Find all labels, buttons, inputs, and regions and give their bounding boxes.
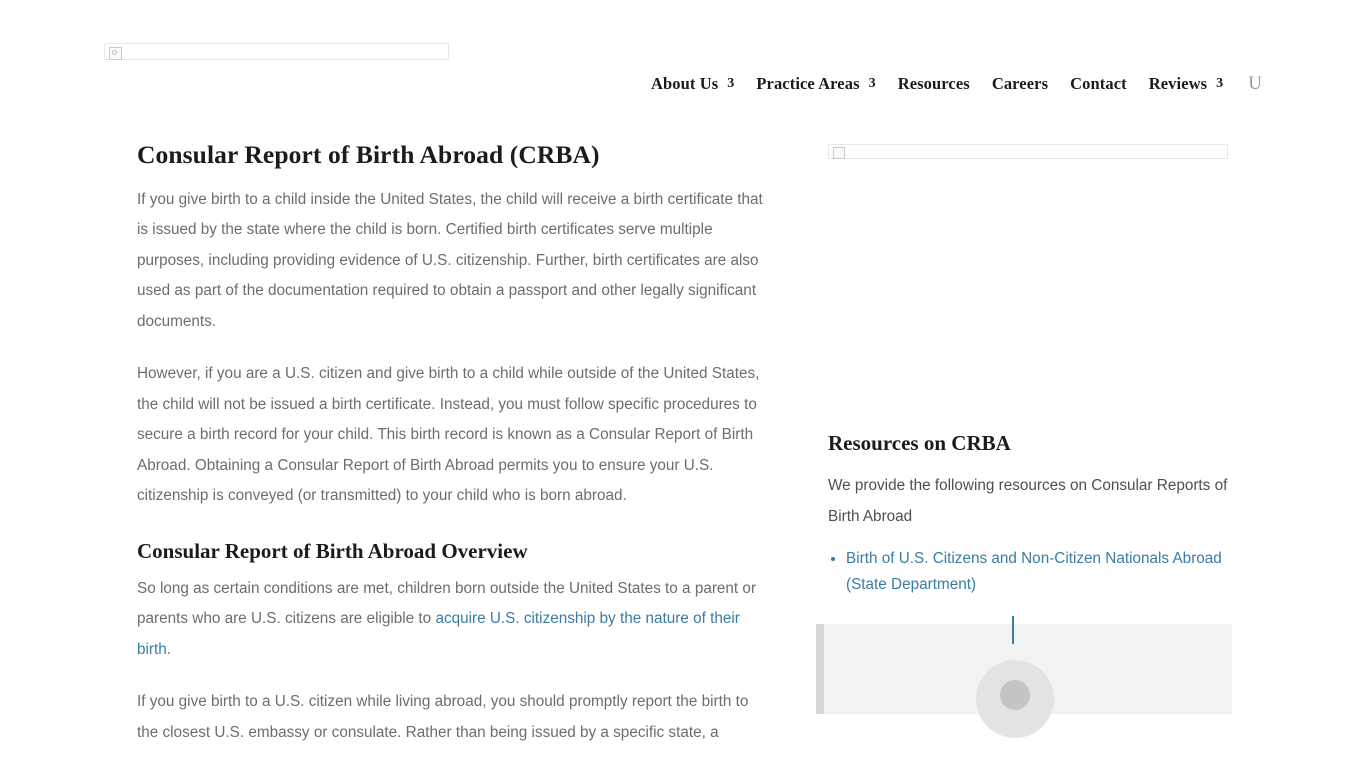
article-paragraph-with-link (137, 574, 764, 666)
card-accent-bar (816, 624, 824, 714)
list-item (846, 546, 1229, 598)
nav-item-label: Resources (897, 74, 970, 93)
nav-item-label: Contact (1070, 74, 1127, 93)
sidebar-heading: Resources on CRBA (828, 431, 1011, 455)
article-paragraph: However, if you are a U.S. citizen and give birth to a child while outside of the United States, the child will not be issued a birth certificate. Instead, you must follow specific procedures to secure a birth record for your child. This birth record is known as a Consular Report of Birth Abroad. Obtaining a Consular Report of Birth Abroad permits you to ensure your U.S. citizenship is conveyed (or transmitted) to your child who is born abroad. (137, 365, 760, 505)
main-navigation (640, 73, 1262, 95)
nav-item-label: Practice Areas (756, 74, 860, 93)
page-title: Consular Report of Birth Abroad (CRBA) (137, 140, 600, 169)
section-heading: Consular Report of Birth Abroad Overview (137, 538, 528, 563)
site-logo[interactable] (104, 43, 449, 60)
chevron-down-icon: 3 (1216, 76, 1224, 91)
chevron-down-icon: 3 (868, 76, 876, 91)
chevron-down-icon: 3 (727, 76, 735, 91)
article-paragraph: If you give birth to a child inside the United States, the child will receive a birth certificate that is issued by the state where the child is born. Certified birth certificates serve multiple purposes, including providing evidence of U.S. citizenship. Further, birth certificates are also used as part of the documentation required to obtain a passport and other legally significant documents. (137, 190, 763, 330)
nav-item-reviews[interactable] (1138, 74, 1235, 94)
nav-item-label: Reviews (1148, 74, 1208, 93)
testimonial-card (824, 624, 1232, 714)
card-tick-marker (1012, 616, 1014, 644)
sidebar-intro-text: We provide the following resources on Consular Reports of Birth Abroad (828, 477, 1228, 525)
sidebar-image-spacer (828, 159, 1229, 431)
nav-item-contact[interactable] (1059, 74, 1138, 94)
paragraph-text-after: . (166, 640, 172, 658)
nav-item-practice-areas[interactable] (745, 74, 886, 94)
nav-item-about-us[interactable] (640, 74, 745, 94)
nav-item-careers[interactable] (981, 74, 1059, 94)
nav-item-resources[interactable] (887, 74, 981, 94)
search-icon[interactable]: U (1248, 73, 1262, 94)
site-header (0, 0, 1366, 140)
nav-item-label: Careers (991, 74, 1049, 93)
sidebar-image (828, 144, 1228, 159)
broken-image-icon (833, 147, 845, 159)
nav-item-label: About Us (650, 74, 719, 93)
avatar (976, 660, 1054, 738)
broken-image-icon (109, 47, 122, 60)
resource-link-state-department[interactable]: Birth of U.S. Citizens and Non-Citizen Nationals Abroad (State Department) (846, 550, 1222, 593)
paragraph-text-before: So long as certain conditions are met, children born outside the United States to a parent or parents who are U.S. citizens are eligible to (137, 579, 757, 628)
sidebar-column (764, 140, 1229, 768)
sidebar-resource-list (828, 546, 1229, 598)
article-paragraph: If you give birth to a U.S. citizen while living abroad, you should promptly report the birth to the closest U.S. embassy or consulate. Rather than being issued by a specific state, a (137, 693, 749, 741)
page-content (0, 140, 1366, 768)
article-column (104, 140, 764, 768)
acquire-citizenship-link[interactable]: acquire U.S. citizenship by the nature of their birth (137, 610, 740, 658)
